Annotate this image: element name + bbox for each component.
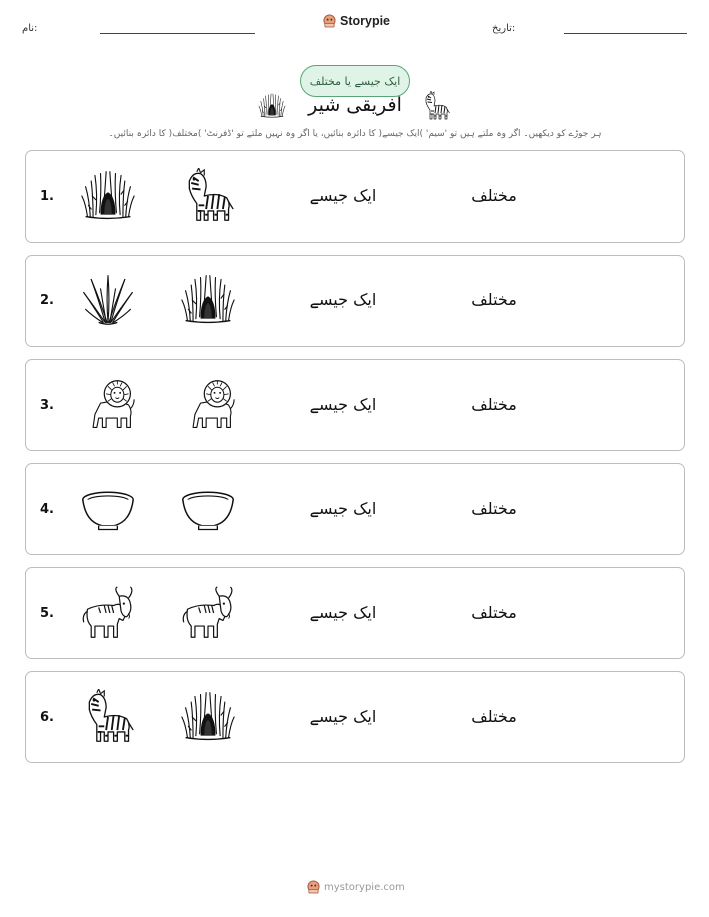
list-item bbox=[25, 671, 685, 763]
row-number: 4. bbox=[40, 502, 54, 517]
row-number: 6. bbox=[40, 710, 54, 725]
wildebeest-icon bbox=[80, 585, 136, 641]
footer-url[interactable]: mystorypie.com bbox=[324, 881, 405, 893]
grass-icon bbox=[80, 272, 136, 328]
row-number: 5. bbox=[40, 606, 54, 621]
different-option[interactable]: مختلف bbox=[471, 707, 517, 726]
same-option[interactable]: ایک جیسے bbox=[309, 290, 377, 309]
lion-icon bbox=[80, 377, 136, 433]
instructions: ہر جوڑے کو دیکھیں۔ اگر وہ ملتے ہیں تو 'سیم' )ایک جیسے( کا دائرہ بنائیں، یا اگر وہ نہیں ملتے تو 'ڈفرنٹ' )مختلف( کا دائرہ بنائیں۔ bbox=[108, 129, 602, 139]
date-line[interactable] bbox=[564, 33, 687, 34]
same-option[interactable]: ایک جیسے bbox=[309, 707, 377, 726]
list-item bbox=[25, 150, 685, 243]
activity-type-badge bbox=[300, 65, 410, 97]
date-label: تاریخ: bbox=[492, 23, 516, 34]
list-item bbox=[25, 255, 685, 347]
row-number: 2. bbox=[40, 293, 54, 308]
bowl-icon bbox=[80, 481, 136, 537]
different-option[interactable]: مختلف bbox=[471, 395, 517, 414]
bowl-icon bbox=[180, 481, 236, 537]
badge-label: ایک جیسے یا مختلف bbox=[309, 74, 401, 88]
worksheet-title: افریقی شیر bbox=[308, 94, 402, 116]
wildebeest-icon bbox=[180, 585, 236, 641]
same-option[interactable]: ایک جیسے bbox=[309, 603, 377, 622]
different-option[interactable]: مختلف bbox=[471, 603, 517, 622]
same-option[interactable]: ایک جیسے bbox=[309, 395, 377, 414]
row-number: 3. bbox=[40, 398, 54, 413]
brand bbox=[323, 14, 390, 28]
same-option[interactable]: ایک جیسے bbox=[309, 186, 377, 205]
brand-name: Storypie bbox=[340, 14, 391, 28]
bush-icon bbox=[180, 272, 236, 328]
row-number: 1. bbox=[40, 189, 54, 204]
list-item bbox=[25, 567, 685, 659]
different-option[interactable]: مختلف bbox=[471, 186, 517, 205]
different-option[interactable]: مختلف bbox=[471, 290, 517, 309]
list-item bbox=[25, 359, 685, 451]
same-option[interactable]: ایک جیسے bbox=[309, 499, 377, 518]
footer bbox=[307, 880, 405, 894]
zebra-icon bbox=[80, 689, 136, 745]
different-option[interactable]: مختلف bbox=[471, 499, 517, 518]
zebra-icon bbox=[180, 168, 236, 224]
name-label: نام: bbox=[22, 23, 38, 34]
lion-icon bbox=[180, 377, 236, 433]
name-line[interactable] bbox=[100, 33, 255, 34]
bush-icon bbox=[80, 168, 136, 224]
storypie-logo-icon bbox=[307, 880, 320, 894]
bush-icon bbox=[258, 92, 286, 120]
storypie-logo-icon bbox=[323, 14, 336, 28]
bush-icon bbox=[180, 689, 236, 745]
list-item bbox=[25, 463, 685, 555]
zebra-icon bbox=[421, 91, 451, 121]
